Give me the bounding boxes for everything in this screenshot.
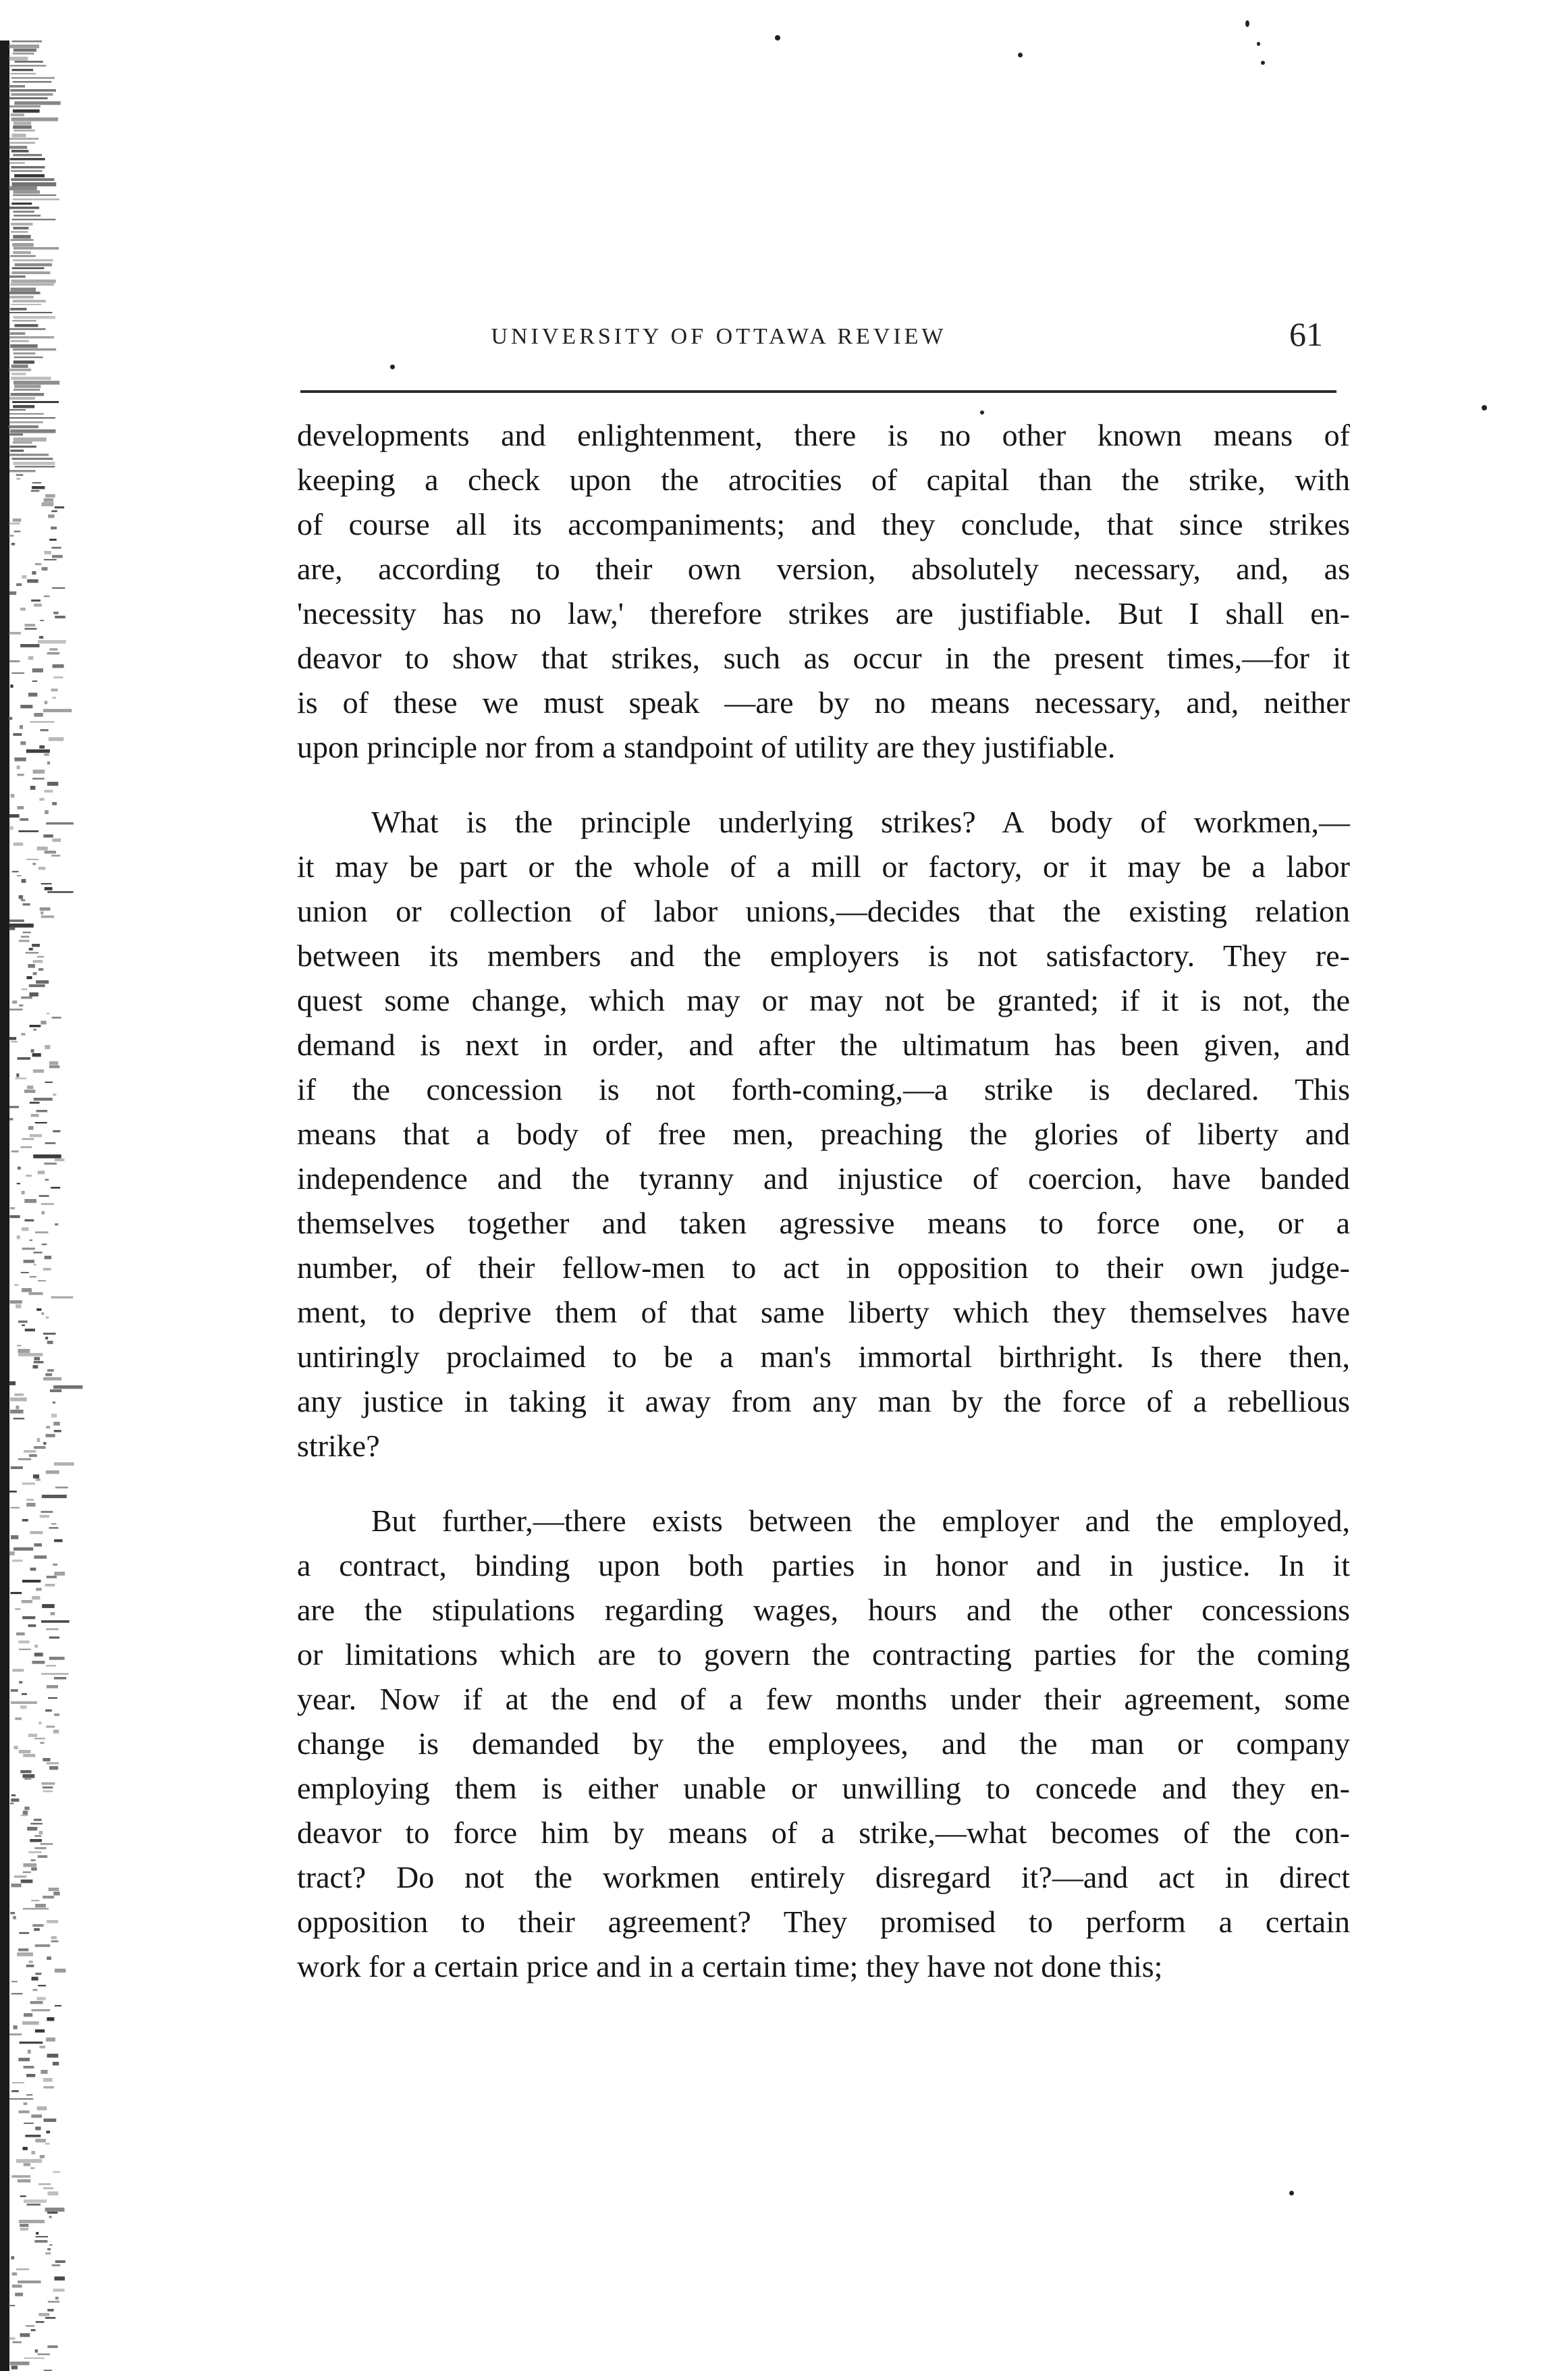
text-line: number, of their fellow-men to act in opposition to their own judge- (297, 1250, 1350, 1285)
paragraph (297, 1499, 1350, 1989)
text-line: deavor to force him by means of a strike,—what becomes of the con- (297, 1815, 1350, 1850)
text-line: employing them is either unable or unwilling to concede and they en- (297, 1771, 1350, 1805)
scan-speck (1482, 405, 1487, 410)
text-line: quest some change, which may or may not be granted; if it is not, the (297, 983, 1350, 1017)
header-rule (300, 390, 1336, 393)
scan-speck (1289, 2191, 1294, 2195)
text-line: year. Now if at the end of a few months under their agreement, some (297, 1682, 1350, 1716)
text-line: untiringly proclaimed to be a man's immortal birthright. Is there then, (297, 1339, 1350, 1374)
text-line: opposition to their agreement? They promised to perform a certain (297, 1904, 1350, 1939)
text-line: between its members and the employers is not satisfactory. They re- (297, 938, 1350, 973)
running-head-title: UNIVERSITY OF OTTAWA REVIEW (491, 324, 947, 349)
body-text (297, 413, 1350, 1989)
scan-speck (775, 35, 780, 41)
text-line: independence and the tyranny and injustice of coercion, have banded (297, 1161, 1350, 1196)
text-line: are the stipulations regarding wages, hours and the other concessions (297, 1593, 1350, 1627)
text-line: deavor to show that strikes, such as occur in the present times,—for it (297, 641, 1350, 675)
text-line: 'necessity has no law,' therefore strikes are justifiable. But I shall en- (297, 596, 1350, 631)
running-head (297, 304, 1336, 371)
binding-edge-scan (0, 0, 94, 2371)
page-number: 61 (1289, 315, 1323, 353)
scan-speck (1018, 53, 1023, 57)
text-line: of course all its accompaniments; and they conclude, that since strikes (297, 507, 1350, 541)
text-line: are, according to their own version, absolutely necessary, and, as (297, 552, 1350, 586)
text-line: if the concession is not forth-coming,—a strike is declared. This (297, 1072, 1350, 1107)
text-line: keeping a check upon the atrocities of capital than the strike, with (297, 462, 1350, 497)
text-line: or limitations which are to govern the contracting parties for the coming (297, 1637, 1350, 1672)
text-line: themselves together and taken agressive means to force one, or a (297, 1206, 1350, 1240)
text-line: developments and enlightenment, there is no other known means of (297, 418, 1350, 452)
scan-speck (1261, 61, 1265, 65)
text-line: work for a certain price and in a certain time; they have not done this; (297, 1949, 1163, 1983)
scan-speck (1245, 20, 1249, 27)
text-line: tract? Do not the workmen entirely disregard it?—and act in direct (297, 1860, 1350, 1894)
text-line: What is the principle underlying strikes? A body of workmen,— (371, 805, 1350, 839)
paragraph (297, 800, 1350, 1468)
text-line: union or collection of labor unions,—decides that the existing relation (297, 894, 1350, 928)
text-line: But further,—there exists between the employer and the employed, (371, 1503, 1350, 1538)
text-line: ment, to deprive them of that same liberty which they themselves have (297, 1295, 1350, 1329)
text-line: it may be part or the whole of a mill or factory, or it may be a labor (297, 849, 1350, 884)
text-line: strike? (297, 1429, 380, 1463)
text-line: upon principle nor from a standpoint of utility are they justifiable. (297, 730, 1116, 764)
text-line: demand is next in order, and after the ultimatum has been given, and (297, 1028, 1350, 1062)
text-line: is of these we must speak —are by no means necessary, and, neither (297, 685, 1350, 720)
text-line: change is demanded by the employees, and the man or company (297, 1726, 1350, 1761)
scan-speck (1257, 42, 1260, 46)
text-line: means that a body of free men, preaching the glories of liberty and (297, 1117, 1350, 1151)
text-line: a contract, binding upon both parties in honor and in justice. In it (297, 1548, 1350, 1582)
paragraph (297, 413, 1350, 770)
text-line: any justice in taking it away from any man by the force of a rebellious (297, 1384, 1350, 1418)
